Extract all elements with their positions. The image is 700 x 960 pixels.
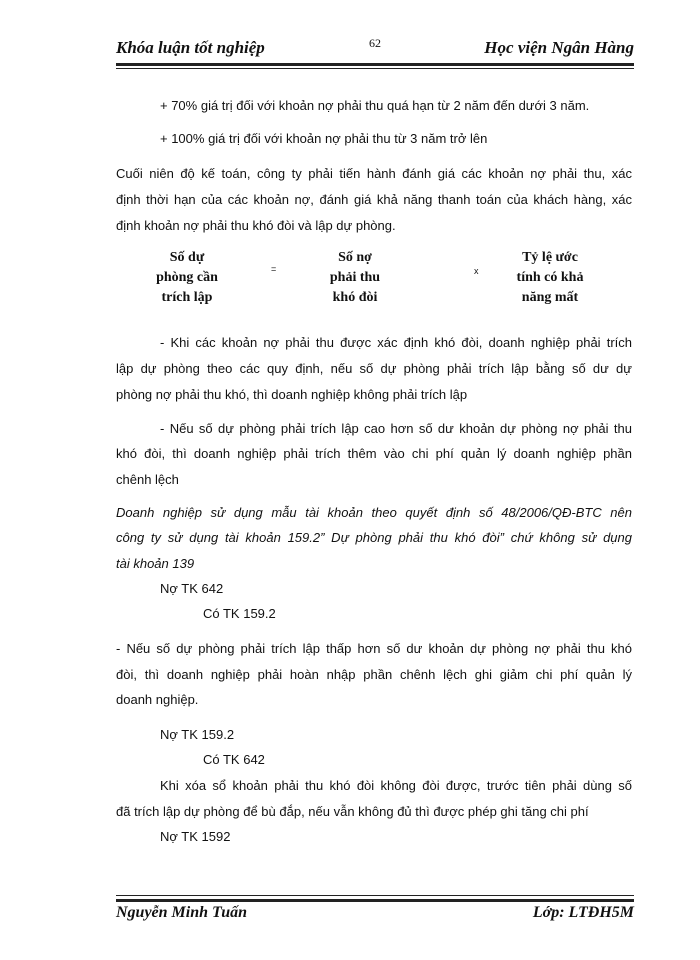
text-line: công ty sử dụng tài khoản 159.2” Dự phòng phải thu khó đòi” chứ không sử dụng xyxy=(116,530,632,545)
header-rule-thick xyxy=(116,63,634,66)
text-line: + 70% giá trị đối với khoản nợ phải thu quá hạn từ 2 năm đến dưới 3 năm. xyxy=(160,98,590,113)
footer-rule-thin xyxy=(116,895,634,896)
text-line: chênh lệch xyxy=(116,472,179,487)
formula-term-loss-rate: Tỷ lệ ước tính có khả năng mất xyxy=(516,250,584,305)
text-line: + 100% giá trị đối với khoản nợ phải thu từ 3 năm trở lên xyxy=(160,131,488,146)
text-line: - Nếu số dự phòng phải trích lập thấp hơn số dư khoản dự phòng nợ phải thu khó xyxy=(116,641,632,656)
footer-author: Nguyễn Minh Tuấn xyxy=(116,904,247,921)
journal-entry: Có TK 642 xyxy=(203,752,265,767)
text-line: - Khi các khoản nợ phải thu được xác định khó đòi, doanh nghiệp phải trích xyxy=(160,335,632,350)
text-line: đã trích lập dự phòng để bù đắp, nếu vẫn không đủ thì được phép ghi tăng chi phí xyxy=(116,804,589,819)
header-left: Khóa luận tốt nghiệp xyxy=(116,38,265,57)
formula-term-provision: Số dự phòng cần trích lập xyxy=(156,250,218,305)
text-line: - Nếu số dự phòng phải trích lập cao hơn số dư khoản dự phòng nợ phải thu xyxy=(160,421,632,436)
text-line: Cuối niên độ kế toán, công ty phải tiến hành đánh giá các khoản nợ phải thu, xác xyxy=(116,166,632,181)
text-line: doanh nghiệp. xyxy=(116,692,199,707)
formula-equals: = xyxy=(271,264,277,274)
text-line: định khoản nợ phải thu khó đòi và lập dự phòng. xyxy=(116,218,396,233)
text-line: định thời hạn của các khoản nợ, đánh giá khả năng thanh toán của khách hàng, xác xyxy=(116,192,632,207)
text-line: tài khoản 139 xyxy=(116,556,195,571)
header-rule-thin xyxy=(116,68,634,69)
text-line: Doanh nghiệp sử dụng mẫu tài khoản theo quyết định số 48/2006/QĐ-BTC nên xyxy=(116,505,632,520)
journal-entry: Nợ TK 1592 xyxy=(160,829,231,844)
header-right: Học viện Ngân Hàng xyxy=(484,38,634,57)
text-line: lập dự phòng theo các quy định, nếu số dự phòng phải trích lập bằng số dư dự xyxy=(116,361,632,376)
formula-term-receivable: Số nợ phải thu khó đòi xyxy=(329,250,381,305)
text-line: Khi xóa sổ khoản phải thu khó đòi không đòi được, trước tiên phải dùng số xyxy=(160,778,632,793)
text-line: đòi, thì doanh nghiệp phải hoàn nhập phần chênh lệch ghi giảm chi phí quản lý xyxy=(116,667,632,682)
journal-entry: Nợ TK 159.2 xyxy=(160,727,235,742)
text-line: phòng nợ phải thu khó, thì doanh nghiệp không phải trích lập xyxy=(116,387,468,402)
text-line: khó đòi, thì doanh nghiệp phải trích thêm vào chi phí quản lý doanh nghiệp phần xyxy=(116,446,632,461)
journal-entry: Có TK 159.2 xyxy=(203,606,276,621)
footer-class: Lớp: LTĐH5M xyxy=(532,904,634,921)
journal-entry: Nợ TK 642 xyxy=(160,581,224,596)
page-number: 62 xyxy=(369,36,381,50)
formula-multiply: x xyxy=(474,266,479,276)
footer-rule-thick xyxy=(116,899,634,902)
